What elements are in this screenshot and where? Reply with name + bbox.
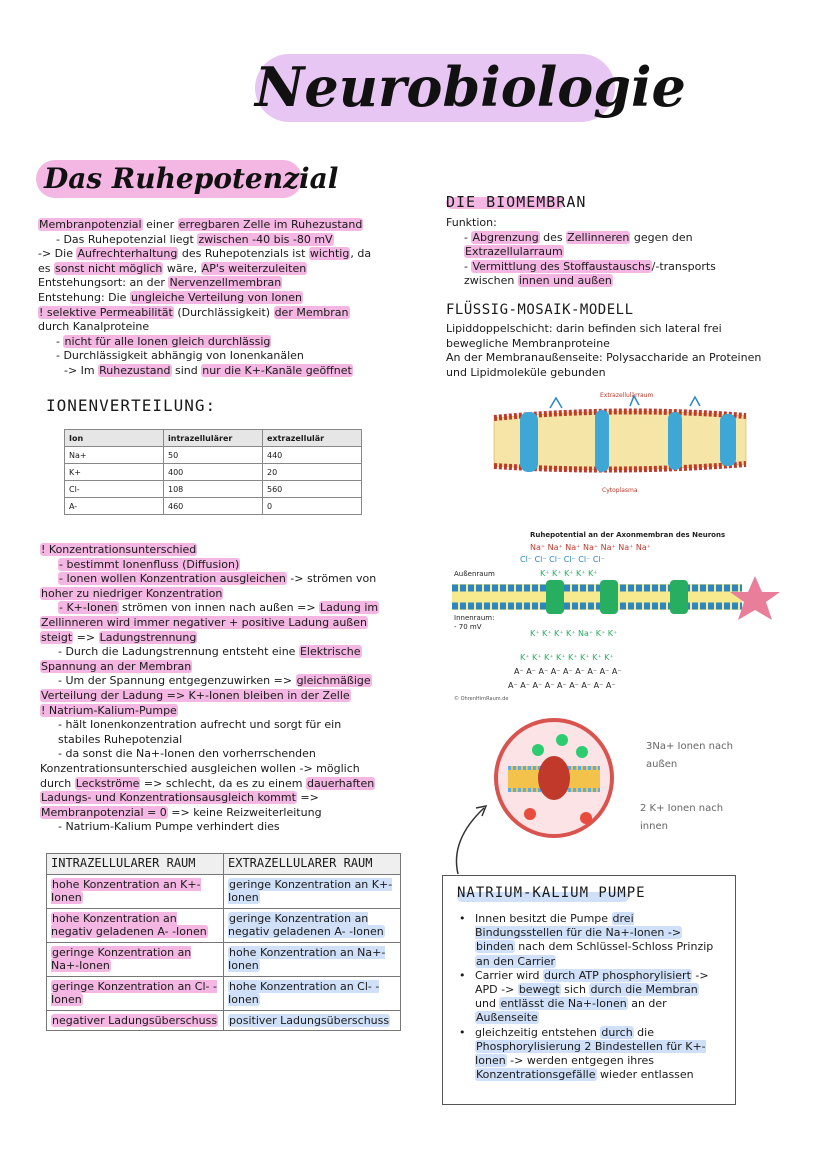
text-line: -> Die Aufrechterhaltung des Ruhepotenzials ist wichtig, da (38, 247, 372, 261)
table-cell: geringe Konzentration an Na+-Ionen (47, 942, 224, 976)
ion-symbols (508, 543, 651, 690)
table-cell: K+ (65, 464, 164, 481)
table-cell: 108 (164, 481, 263, 498)
table-row (65, 498, 362, 515)
table-cell: 560 (263, 481, 362, 498)
text-line: - Ionen wollen Konzentration ausgleichen -> strömen von (59, 572, 377, 586)
membrane-protein (595, 410, 609, 472)
table-header-cell: Ion (65, 430, 164, 447)
text-line: - Um der Spannung entgegenzuwirken => gleichmäßige (58, 674, 371, 688)
table-cell: hohe Konzentration an negativ geladenen A- -Ionen (47, 908, 224, 942)
text-line: und Lipidmoleküle gebunden (446, 365, 606, 379)
text-line: Entstehung: Die ungleiche Verteilung von Ionen (38, 290, 303, 304)
text-line: ! selektive Permeabilität (Durchlässigkeit) der Membran (39, 305, 349, 319)
table-header-row (65, 430, 362, 447)
page-title: Neurobiologie (255, 55, 686, 119)
table-cell: hohe Konzentration an Cl- -Ionen (224, 976, 401, 1010)
ion-table (64, 429, 362, 515)
text-line: - da sonst die Na+-Ionen den vorherrschenden (58, 747, 316, 761)
text-line: steigt => Ladungstrennung (41, 630, 197, 644)
text-line: durch Kanalproteine (38, 320, 150, 334)
outside-label: Außenraum (454, 570, 495, 578)
text-line: - bestimmt Ionenfluss (Diffusion) (59, 557, 240, 571)
text-line: ! Konzentrationsunterschied (41, 543, 197, 556)
axon-membrane (452, 580, 742, 614)
table-header-cell: EXTRAZELLULARER RAUM (224, 854, 401, 875)
ionenverteilung-heading: IONENVERTEILUNG: (46, 396, 217, 415)
table-header-cell: extrazellulär (263, 430, 362, 447)
table-header-cell: intrazellulärer (164, 430, 263, 447)
table-cell: 0 (263, 498, 362, 515)
text-line: - nicht für alle Ionen gleich durchlässig (56, 334, 271, 348)
box-bullets (453, 912, 723, 1082)
text-line: Entstehungsort: an der Nervenzellmembran (38, 276, 282, 290)
axon-figure (450, 528, 800, 708)
membrane-protein (720, 414, 736, 466)
membrane-protein (668, 412, 682, 470)
text-line: - Durch die Ladungstrennung entsteht eine Elektrische (58, 645, 361, 659)
table-row (65, 481, 362, 498)
title-area (255, 48, 686, 126)
svg-text:K⁺ K⁺ K⁺ K⁺ Na⁺ K⁺: K⁺ K⁺ K⁺ K⁺ Na⁺ K⁺ K⁺ (530, 629, 618, 638)
table-cell: hohe Konzentration an Na+-Ionen (224, 942, 401, 976)
biomembran-heading: DIE BIOMEMBRAN (446, 193, 587, 211)
fluessig-heading: FLÜSSIG-MOSAIK-MODELL (446, 302, 634, 318)
text-line: - Abgrenzung des Zellinneren gegen den (464, 230, 693, 244)
svg-text:K⁺ K⁺ K⁺ K⁺ K⁺: K⁺ K⁺ K⁺ K⁺ K⁺ (540, 569, 598, 578)
table-row (47, 908, 401, 942)
figure-label-cytoplasm: Cytoplasma (602, 487, 638, 494)
list-item: • Carrier wird durch ATP phosphorylisiert -> APD -> bewegt sich durch die Membran und entlässt die Na+-Ionen an der Außenseite (453, 969, 723, 1026)
text-line: es sonst nicht möglich wäre, AP's weiterzuleiten (38, 261, 307, 275)
table-row (47, 942, 401, 976)
table-header-cell: INTRAZELLULARER RAUM (47, 854, 224, 875)
fluessig-text (446, 322, 806, 380)
table-cell: geringe Konzentration an K+-Ionen (224, 874, 401, 908)
text-line: Zellinneren wird immer negativer + positive Ladung außen (41, 615, 367, 629)
text-line: Extrazellularraum (465, 245, 563, 259)
table-row (47, 976, 401, 1010)
table-cell: negativer Ladungsüberschuss (47, 1010, 224, 1031)
list-item: • Innen besitzt die Pumpe drei Bindungsstellen für die Na+-Ionen -> binden nach dem Schlüssel-Schloss Prinzip an den Carrier (453, 912, 723, 969)
figure-label-extracellular: Extrazellulärraum (600, 392, 654, 399)
pump-note-na: 3Na+ Ionen nach außen (646, 741, 733, 770)
natrium-kalium-box (442, 875, 736, 1105)
table-cell: 50 (164, 447, 263, 464)
figure-title: Ruhepotential an der Axonmembran des Neurons (530, 531, 726, 539)
text-line: zwischen innen und außen (464, 274, 612, 288)
text-line: An der Membranaußenseite: Polysaccharide an Proteinen (446, 351, 762, 365)
membrane-figure (490, 388, 750, 498)
text-line: - Natrium-Kalium Pumpe verhindert dies (58, 820, 280, 834)
text-line: ! Natrium-Kalium-Pumpe (41, 703, 177, 717)
svg-text:Na⁺ Na⁺ Na⁺ Na⁺ Na⁺ Na⁺ Na⁺: Na⁺ Na⁺ Na⁺ Na⁺ Na⁺ Na⁺ Na⁺ (530, 543, 652, 552)
pump-note-k: 2 K+ Ionen nach innen (640, 803, 724, 832)
svg-text:A⁻ A⁻ A⁻ A⁻ A⁻ A⁻ A⁻ A⁻: A⁻ A⁻ A⁻ A⁻ A⁻ A⁻ A⁻ A⁻ A⁻ (514, 667, 622, 676)
table-header-row (47, 854, 401, 875)
text-line: hoher zu niedriger Konzentration (41, 586, 223, 600)
ruhepotenzial-text (38, 218, 418, 379)
table-cell: A- (65, 498, 164, 515)
konzentration-text (40, 543, 420, 835)
text-line: Ladungs- und Konzentrationsausgleich kommt => (41, 791, 319, 805)
inside-label: Innenraum: (454, 614, 495, 622)
biomembran-text (446, 216, 806, 289)
table-cell: positiver Ladungsüberschuss (224, 1010, 401, 1031)
svg-text:A⁻ A⁻ A⁻ A⁻ A⁻ A⁻ A⁻ A⁻: A⁻ A⁻ A⁻ A⁻ A⁻ A⁻ A⁻ A⁻ A⁻ (508, 681, 616, 690)
table-cell: 440 (263, 447, 362, 464)
figure-credit: © OhrenHirnRaum.de (454, 696, 509, 702)
text-line: -> Im Ruhezustand sind nur die K+-Kanäle geöffnet (64, 363, 352, 377)
text-line: - Durchlässigkeit abhängig von Ionenkanälen (56, 349, 304, 363)
table-cell: 460 (164, 498, 263, 515)
text-line: - Das Ruhepotenzial liegt zwischen -40 bis -80 mV (56, 232, 333, 246)
text-line: Funktion: (446, 216, 497, 229)
text-line: Membranpotenzial = 0 => keine Reizweiterleitung (41, 805, 322, 819)
text-line: - hält Ionenkonzentration aufrecht und sorgt für ein (58, 718, 342, 732)
text-line: Lipiddoppelschicht: darin befinden sich lateral frei (446, 322, 722, 335)
comparison-table (46, 853, 401, 1031)
text-line: Spannung an der Membran (41, 659, 192, 673)
table-cell: geringe Konzentration an Cl- -Ionen (47, 976, 224, 1010)
text-line: Membranpotenzial einer erregbaren Zelle im Ruhezustand (39, 218, 363, 231)
table-cell: geringe Konzentration an negativ geladenen A- -Ionen (224, 908, 401, 942)
list-item: • gleichzeitig entstehen durch die Phosphorylisierung 2 Bindestellen für K+-Ionen -> werden entgegen ihres Konzentrationsgefälle wieder entlassen (453, 1026, 723, 1083)
text-line: - Vermittlung des Stoffaustauschs/-transports (464, 259, 716, 273)
table-row (47, 1010, 401, 1031)
table-cell: 20 (263, 464, 362, 481)
voltage-label: - 70 mV (454, 623, 482, 631)
table-row (47, 874, 401, 908)
table-cell: Cl- (65, 481, 164, 498)
text-line: bewegliche Membranproteine (446, 336, 610, 350)
svg-text:K⁺ K⁺ K⁺ K⁺ K⁺ K⁺ K⁺ K⁺: K⁺ K⁺ K⁺ K⁺ K⁺ K⁺ K⁺ K⁺ (520, 653, 614, 662)
table-row (65, 464, 362, 481)
text-line: - K+-Ionen strömen von innen nach außen => Ladung im (59, 601, 379, 615)
text-line: Konzentrationsunterschied ausgleichen wollen -> möglich (40, 761, 360, 775)
text-line: stabiles Ruhepotenzial (58, 732, 183, 746)
table-cell: 400 (164, 464, 263, 481)
arrow-icon (440, 800, 500, 880)
pump-figure (490, 718, 630, 838)
table-cell: hohe Konzentration an K+-Ionen (47, 874, 224, 908)
membrane-protein (520, 412, 538, 472)
box-heading: NATRIUM-KALIUM PUMPE (457, 885, 646, 901)
text-line: Verteilung der Ladung => K+-Ionen bleiben in der Zelle (41, 688, 350, 702)
table-row (65, 447, 362, 464)
svg-text:Cl⁻ Cl⁻ Cl⁻ Cl⁻ Cl⁻: Cl⁻ Cl⁻ Cl⁻ Cl⁻ Cl⁻ Cl⁻ (520, 555, 605, 564)
text-line: durch Leckströme => schlecht, da es zu einem dauerhaften (40, 776, 375, 790)
table-cell: Na+ (65, 447, 164, 464)
section-heading-ruhepotenzial: Das Ruhepotenzial (44, 162, 339, 195)
